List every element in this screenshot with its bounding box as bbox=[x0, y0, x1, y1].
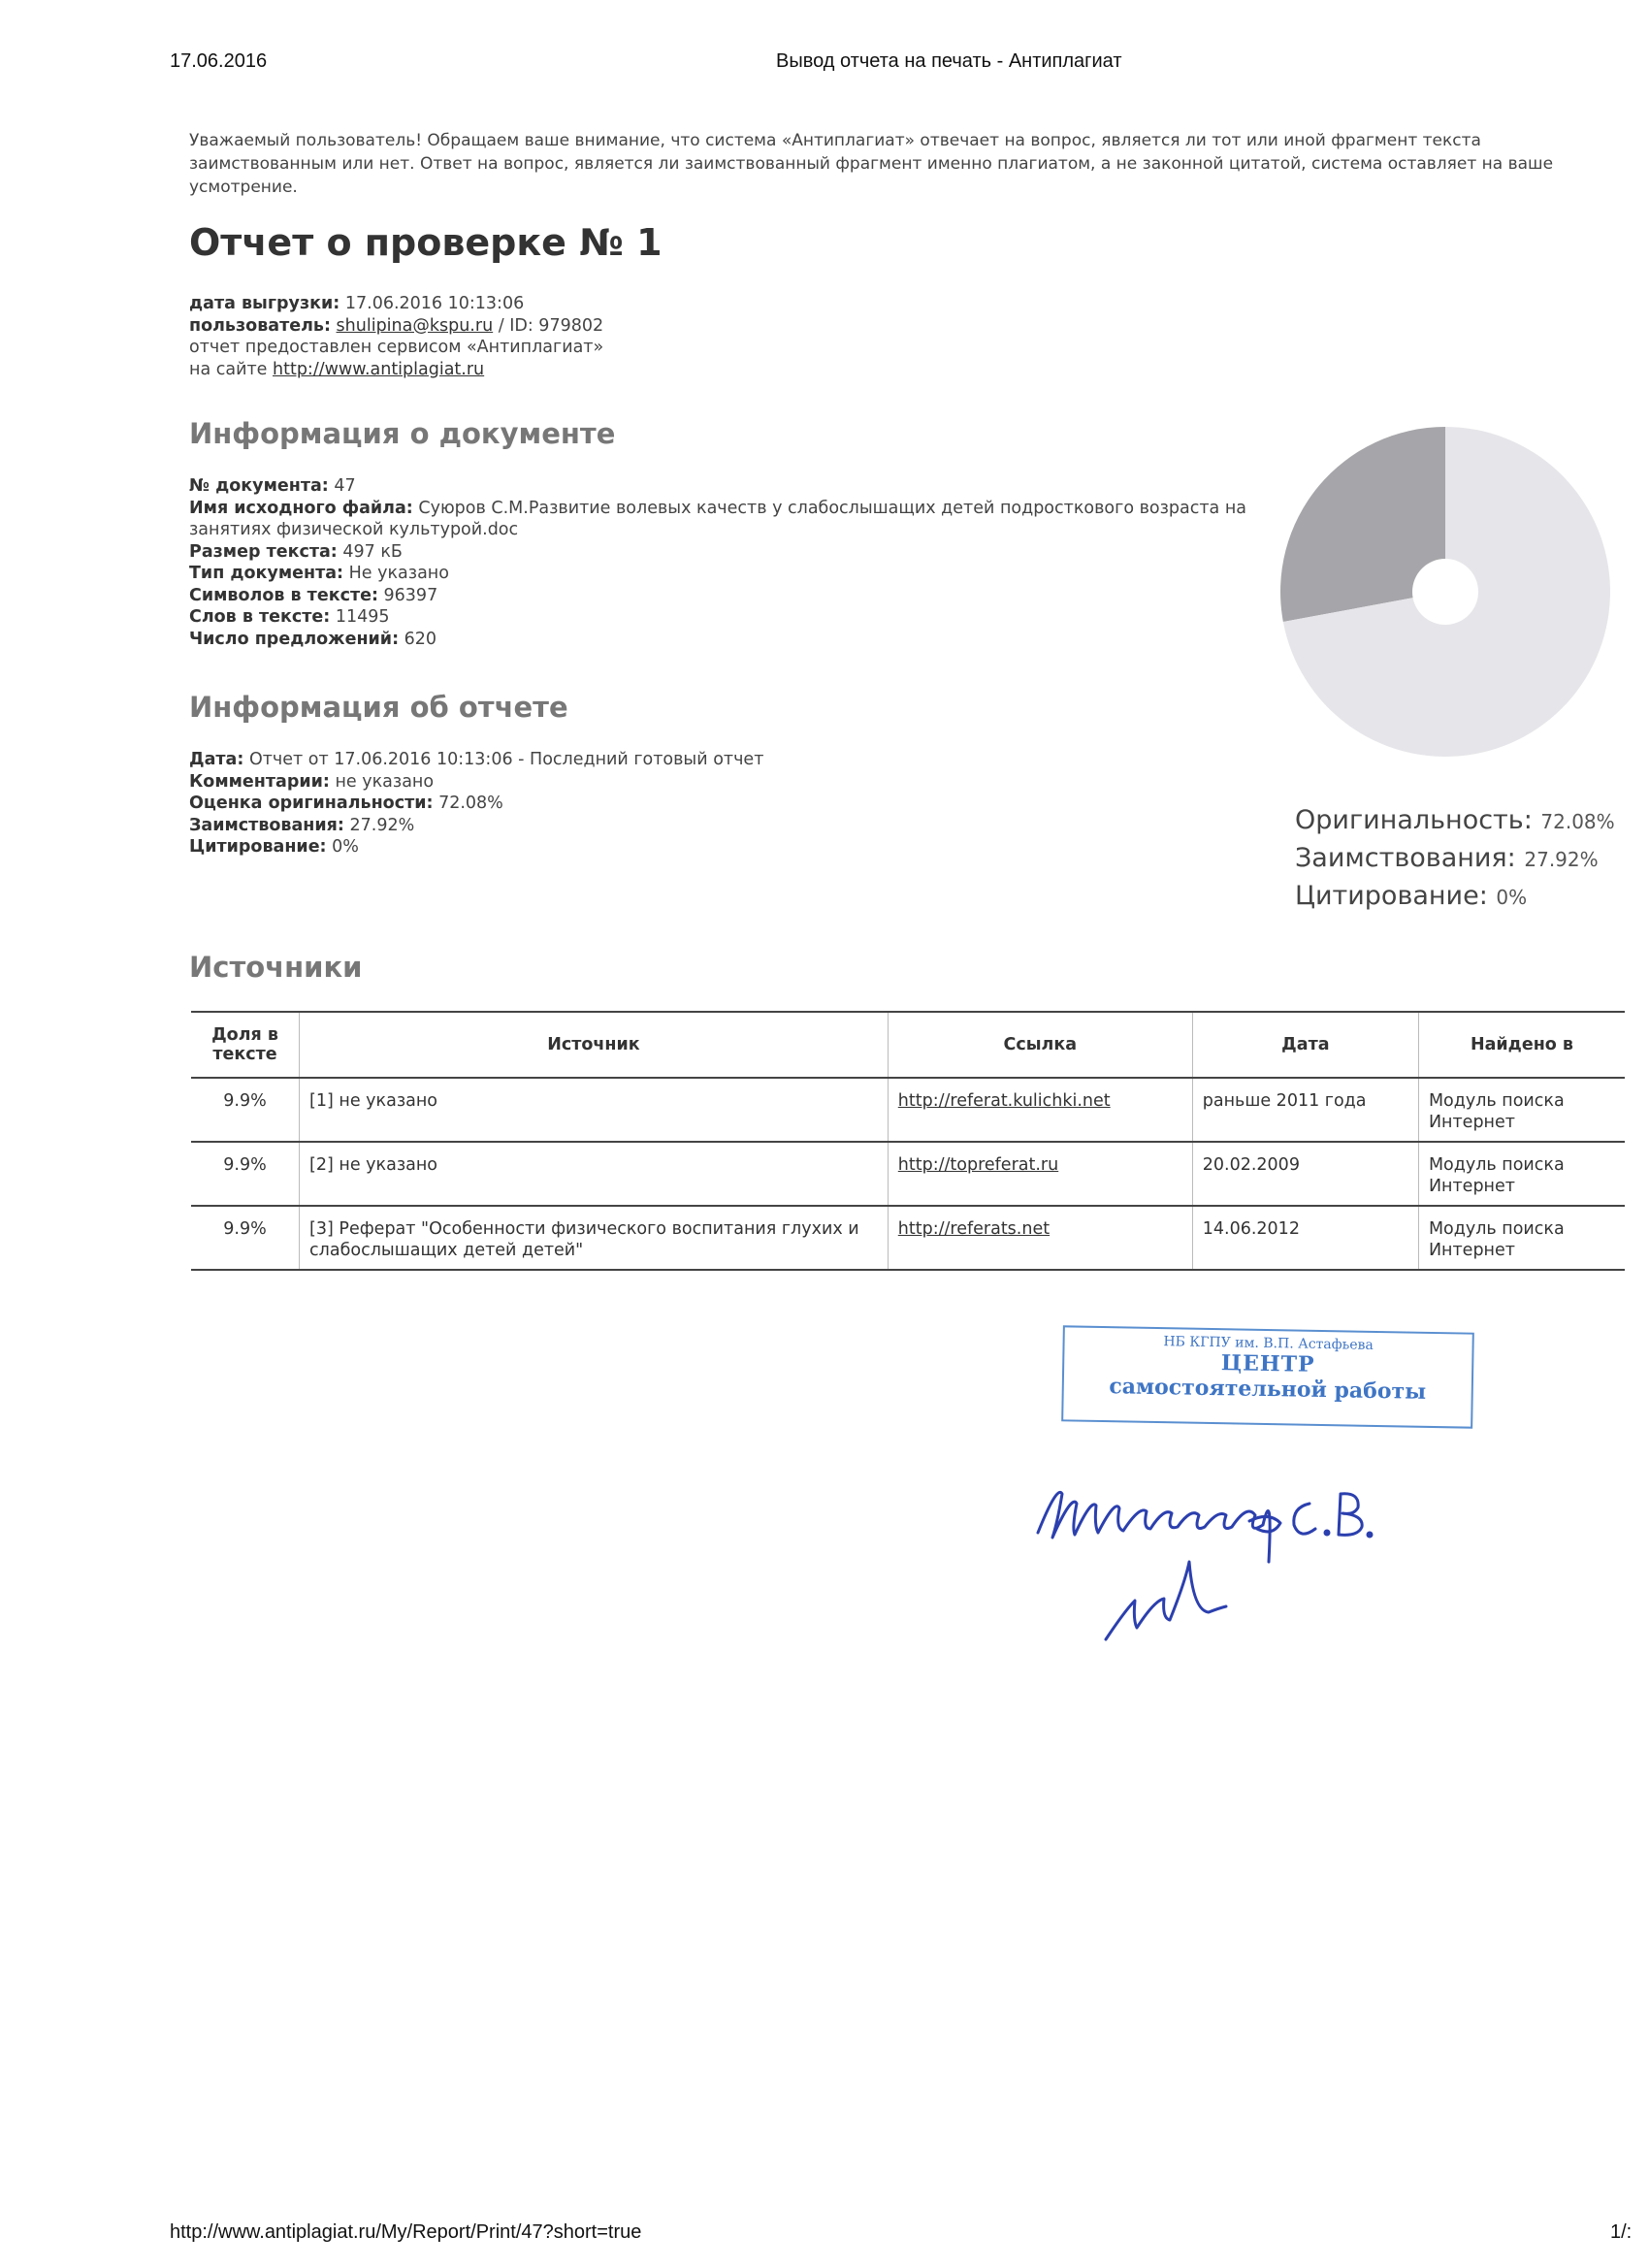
chars-row bbox=[189, 585, 1256, 607]
user-id: / ID: 979802 bbox=[498, 315, 604, 336]
print-footer-url: http://www.antiplagiat.ru/My/Report/Print/47?short=true bbox=[170, 2221, 642, 2243]
user-label: пользователь: bbox=[189, 315, 331, 336]
row-date: 14.06.2012 bbox=[1192, 1206, 1418, 1270]
site-row bbox=[189, 359, 603, 381]
originality-donut-chart bbox=[1276, 422, 1615, 761]
legend-originality-label: Оригинальность: bbox=[1295, 805, 1533, 835]
col-source: Источник bbox=[300, 1012, 889, 1078]
words-value: 11495 bbox=[335, 607, 390, 627]
report-meta bbox=[189, 293, 603, 380]
legend-citation bbox=[1295, 878, 1615, 916]
legend-originality bbox=[1295, 802, 1615, 840]
sources-title: Источники bbox=[189, 951, 363, 984]
row-link[interactable]: http://referat.kulichki.net bbox=[888, 1078, 1192, 1142]
stamp-line-1: НБ КГПУ им. В.П. Астафьева bbox=[1163, 1334, 1374, 1353]
print-page-title: Вывод отчета на печать - Антиплагиат bbox=[776, 50, 1122, 72]
legend-citation-value: 0% bbox=[1496, 886, 1528, 909]
col-link: Ссылка bbox=[888, 1012, 1192, 1078]
file-name-value: Суюров С.М.Развитие волевых качеств у слабослышащих детей подросткового возраста на занятиях физической культурой.doc bbox=[189, 498, 1247, 539]
sentences-label: Число предложений: bbox=[189, 629, 400, 649]
doc-number-value: 47 bbox=[334, 476, 356, 496]
doc-number-row bbox=[189, 475, 1256, 498]
words-label: Слов в тексте: bbox=[189, 607, 331, 627]
site-link[interactable]: http://www.antiplagiat.ru bbox=[273, 359, 485, 379]
doc-number-label: № документа: bbox=[189, 476, 329, 496]
text-size-row bbox=[189, 541, 1256, 564]
service-line: отчет предоставлен сервисом «Антиплагиат» bbox=[189, 338, 604, 357]
borrowing-row bbox=[189, 815, 1256, 837]
borrowing-label: Заимствования: bbox=[189, 815, 344, 835]
col-date: Дата bbox=[1192, 1012, 1418, 1078]
sentences-row bbox=[189, 629, 1256, 651]
row-found-in: Модуль поиска Интернет bbox=[1418, 1078, 1625, 1142]
print-date: 17.06.2016 bbox=[170, 50, 268, 72]
comments-label: Комментарии: bbox=[189, 771, 330, 792]
report-title: Отчет о проверке № 1 bbox=[189, 221, 663, 264]
comments-row bbox=[189, 771, 1256, 794]
file-name-label: Имя исходного файла: bbox=[189, 498, 413, 518]
site-prefix: на сайте bbox=[189, 359, 268, 379]
sources-header-row bbox=[191, 1012, 1625, 1078]
sources-table bbox=[191, 1011, 1625, 1271]
pie-legend bbox=[1295, 802, 1615, 916]
export-date-label: дата выгрузки: bbox=[189, 294, 340, 313]
citation-value: 0% bbox=[332, 837, 359, 857]
col-found-in: Найдено в bbox=[1418, 1012, 1625, 1078]
row-source: [2] не указано bbox=[300, 1142, 889, 1206]
chars-value: 96397 bbox=[383, 585, 438, 605]
legend-borrowing bbox=[1295, 840, 1615, 878]
row-link[interactable]: http://referats.net bbox=[888, 1206, 1192, 1270]
row-date: 20.02.2009 bbox=[1192, 1142, 1418, 1206]
borrowing-value: 27.92% bbox=[349, 815, 415, 835]
handwritten-signature bbox=[1018, 1465, 1562, 1678]
comments-value: не указано bbox=[335, 771, 435, 792]
row-link[interactable]: http://topreferat.ru bbox=[888, 1142, 1192, 1206]
disclaimer-text: Уважаемый пользователь! Обращаем ваше внимание, что система «Антиплагиат» отвечает на вопрос, является ли тот или иной фрагмент текста заимствованным или нет. Ответ на вопрос, является ли заимствованный фрагмент именно плагиатом, а не законной цитатой, система оставляет на ваше усмотрение. bbox=[189, 131, 1554, 197]
row-source: [3] Реферат "Особенности физического воспитания глухих и слабослышащих детей детей" bbox=[300, 1206, 889, 1270]
export-date-row bbox=[189, 293, 603, 315]
document-info-list bbox=[189, 475, 1256, 650]
table-row bbox=[191, 1078, 1625, 1142]
originality-row bbox=[189, 793, 1256, 815]
report-info-list bbox=[189, 749, 1256, 859]
legend-borrowing-label: Заимствования: bbox=[1295, 843, 1516, 873]
row-found-in: Модуль поиска Интернет bbox=[1418, 1142, 1625, 1206]
donut-hole bbox=[1412, 559, 1478, 625]
table-row bbox=[191, 1142, 1625, 1206]
table-row bbox=[191, 1206, 1625, 1270]
row-share: 9.9% bbox=[191, 1142, 300, 1206]
legend-citation-label: Цитирование: bbox=[1295, 881, 1488, 911]
report-date-row bbox=[189, 749, 1256, 771]
citation-label: Цитирование: bbox=[189, 837, 327, 857]
report-info-title: Информация об отчете bbox=[189, 691, 568, 724]
row-found-in: Модуль поиска Интернет bbox=[1418, 1206, 1625, 1270]
user-email-link[interactable]: shulipina@kspu.ru bbox=[336, 315, 494, 336]
sentences-value: 620 bbox=[404, 629, 437, 649]
print-page-number: 1/: bbox=[1610, 2221, 1633, 2243]
chars-label: Символов в тексте: bbox=[189, 585, 378, 605]
report-date-value: Отчет от 17.06.2016 10:13:06 - Последний готовый отчет bbox=[248, 750, 764, 769]
report-date-label: Дата: bbox=[189, 750, 244, 769]
text-size-value: 497 кБ bbox=[342, 541, 403, 562]
text-size-label: Размер текста: bbox=[189, 541, 338, 562]
export-date-value: 17.06.2016 10:13:06 bbox=[344, 294, 525, 313]
user-row bbox=[189, 315, 603, 338]
stamp-line-3: самостоятельной работы bbox=[1109, 1374, 1427, 1405]
doc-type-label: Тип документа: bbox=[189, 564, 344, 583]
row-source: [1] не указано bbox=[300, 1078, 889, 1142]
file-name-row bbox=[189, 498, 1256, 541]
library-stamp bbox=[1061, 1325, 1474, 1428]
row-share: 9.9% bbox=[191, 1078, 300, 1142]
originality-value: 72.08% bbox=[438, 794, 503, 813]
legend-originality-value: 72.08% bbox=[1540, 810, 1615, 833]
row-share: 9.9% bbox=[191, 1206, 300, 1270]
row-date: раньше 2011 года bbox=[1192, 1078, 1418, 1142]
stamp-line-2: ЦЕНТР bbox=[1220, 1350, 1315, 1377]
col-share: Доля в тексте bbox=[191, 1012, 300, 1078]
legend-borrowing-value: 27.92% bbox=[1524, 848, 1599, 871]
document-info-title: Информация о документе bbox=[189, 417, 616, 450]
doc-type-value: Не указано bbox=[348, 564, 449, 583]
words-row bbox=[189, 606, 1256, 629]
doc-type-row bbox=[189, 563, 1256, 585]
citation-row bbox=[189, 836, 1256, 859]
originality-label: Оценка оригинальности: bbox=[189, 794, 434, 813]
